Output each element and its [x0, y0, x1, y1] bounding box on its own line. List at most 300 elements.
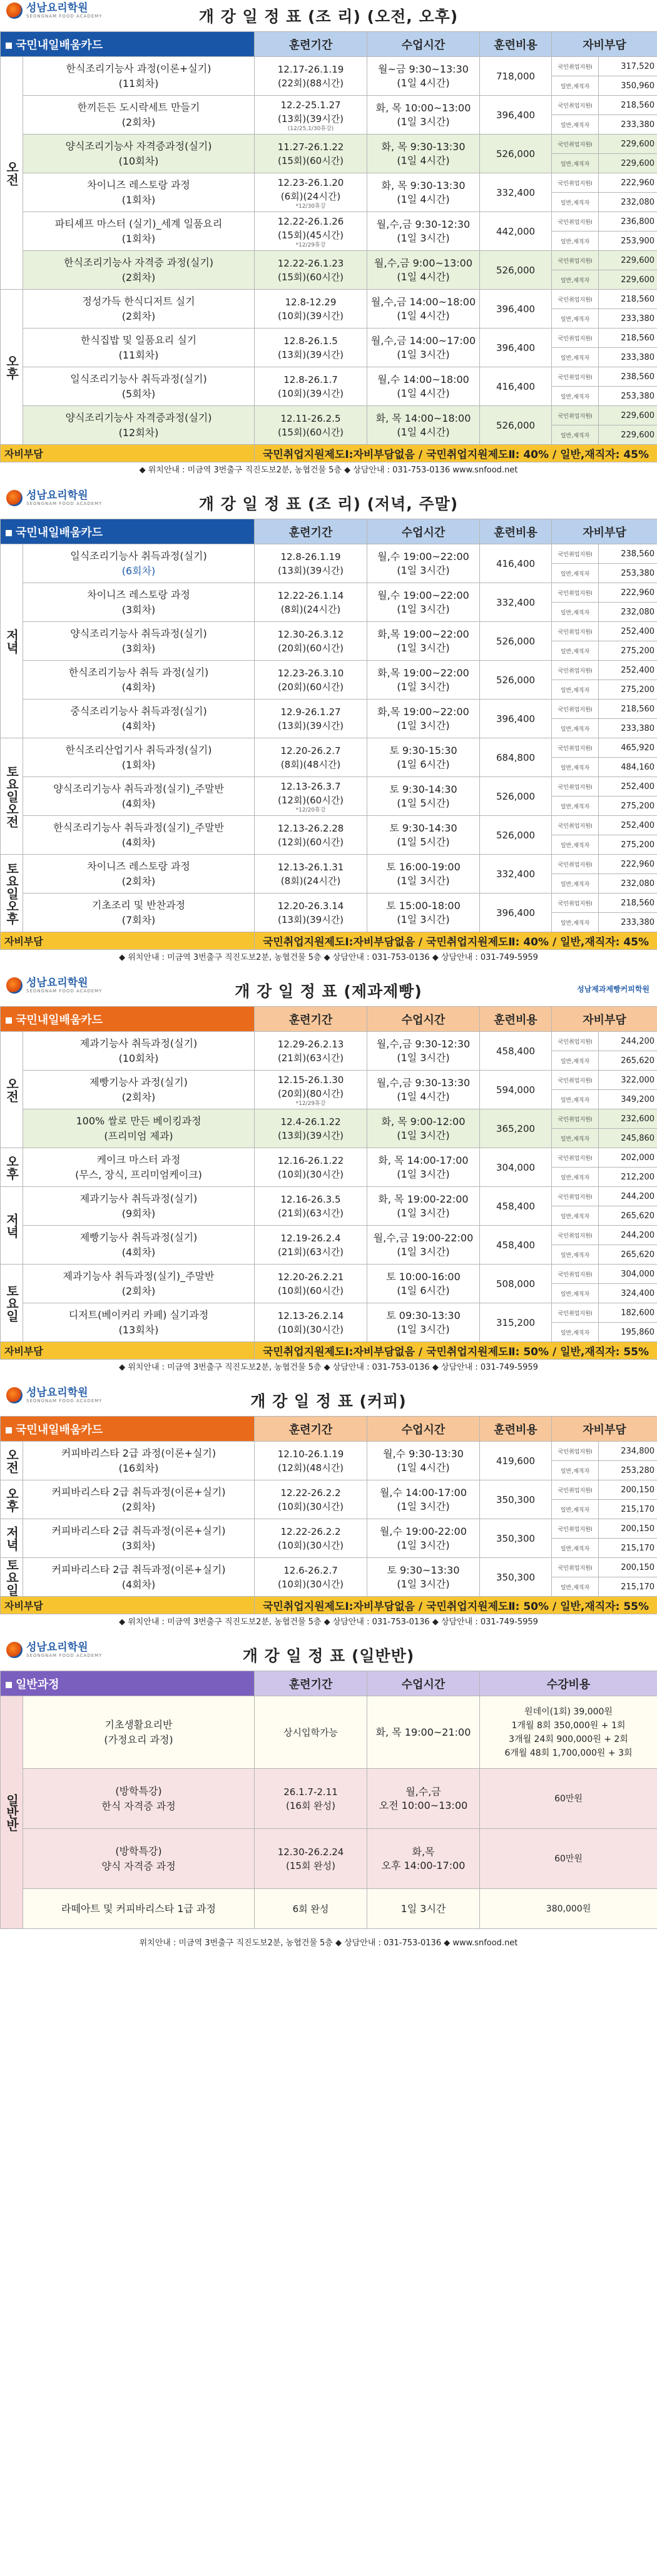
general-type-label: 일반,재직자 — [552, 641, 599, 661]
self-pay-amount: 218,560 — [599, 700, 657, 719]
course-time — [367, 1303, 480, 1342]
support-type-label: 국민취업지원I — [552, 1071, 599, 1090]
period-dates: 12.22-26.2.2 — [280, 1525, 341, 1537]
course-period — [255, 738, 367, 777]
time-slot-label: 오후 — [1, 1148, 23, 1187]
footer-label: 자비부담 — [1, 1342, 255, 1360]
course-period — [255, 96, 367, 135]
course-row — [1, 583, 657, 603]
fee-header: 훈련비용 — [480, 519, 552, 544]
course-time — [367, 1265, 480, 1303]
time-duration: (1일 3시간) — [397, 641, 450, 654]
course-round: (4회차) — [121, 797, 156, 810]
self-pay-amount: 244,200 — [599, 1032, 657, 1051]
period-dates: 12.17-26.1.19 — [277, 63, 344, 75]
self-pay-footer — [1, 445, 657, 462]
period-header: 훈련기간 — [255, 1007, 367, 1032]
course-name — [23, 622, 255, 661]
academy-logo — [6, 977, 102, 994]
self-pay-amount: 465,920 — [599, 738, 657, 758]
square-icon — [6, 530, 12, 536]
course-name — [23, 583, 255, 622]
academy-name-en: SEONGNAM FOOD ACADEMY — [26, 501, 103, 506]
section-title: 개 강 일 정 표 (제과제빵) — [235, 982, 422, 1000]
fee-line: 60만원 — [554, 1853, 583, 1864]
time-schedule: 토 15:00-18:00 — [386, 899, 461, 912]
time-schedule: 화, 목 19:00-22:00 — [378, 1193, 469, 1205]
course-title: 기초조리 및 반찬과정 — [91, 899, 186, 911]
time-duration: (1일 3시간) — [397, 1168, 450, 1180]
period-sessions: (21회)(63시간) — [277, 1052, 344, 1064]
academy-logo-icon — [6, 1387, 23, 1403]
time-duration: (1일 3시간) — [397, 1539, 450, 1551]
period-sessions: (10회)(60시간) — [277, 1285, 344, 1296]
course-period — [255, 661, 367, 700]
course-round: (10회차) — [118, 155, 159, 167]
course-round: (1회차) — [121, 193, 156, 206]
period-sessions: (13회)(39시간) — [277, 720, 344, 731]
support-type-label: 국민취업지원I — [552, 1226, 599, 1245]
self-pay-amount: 236,800 — [599, 212, 657, 232]
course-round: (프리미엄 제과) — [104, 1129, 173, 1142]
self-pay-amount: 229,600 — [599, 135, 657, 154]
course-title: 제과기능사 취득과정(실기) — [79, 1037, 198, 1049]
course-name — [23, 1696, 255, 1769]
support-type-label: 국민취업지원I — [552, 1148, 599, 1168]
academy-logo-text — [26, 3, 102, 19]
self-pay-amount: 200,150 — [599, 1558, 657, 1577]
support-type-label: 국민취업지원I — [552, 1187, 599, 1206]
time-schedule: 화,목 19:00~22:00 — [377, 705, 469, 718]
period-dates: 12.13-26.3.7 — [280, 780, 341, 792]
table-header-row — [1, 1007, 657, 1032]
time-schedule: 화,목 19:00~22:00 — [377, 628, 469, 640]
course-row — [1, 893, 657, 913]
general-pay-amount: 253,380 — [599, 387, 657, 406]
time-schedule: 월,수 14:00-17:00 — [379, 1486, 467, 1499]
general-pay-amount: 215,170 — [599, 1577, 657, 1597]
course-period — [255, 777, 367, 816]
course-round: (3회차) — [121, 1539, 156, 1552]
self-pay-amount: 182,600 — [599, 1303, 657, 1323]
general-pay-amount: 253,380 — [599, 564, 657, 583]
time-duration: (1일 3시간) — [397, 1323, 450, 1335]
course-name — [23, 1889, 255, 1929]
period-sessions: (15회)(60시간) — [277, 426, 344, 438]
academy-name: 성남요리학원 — [26, 1641, 88, 1654]
spacer — [0, 966, 657, 975]
course-round: (2회차) — [121, 1500, 156, 1513]
general-pay-amount: 229,600 — [599, 154, 657, 173]
course-time — [367, 583, 480, 622]
course-name — [23, 700, 255, 738]
course-name — [23, 893, 255, 932]
self-pay-amount: 252,400 — [599, 777, 657, 797]
period-note: *12/20휴강 — [295, 807, 326, 813]
footer-text: 국민취업지원제도Ⅰ:자비부담없음 / 국민취업지원제도Ⅱ: 50% / 일반,재직자: 55% — [255, 1342, 657, 1360]
course-fee: 442,000 — [480, 212, 552, 251]
course-period — [255, 57, 367, 96]
course-row — [1, 777, 657, 797]
academy-logo-icon — [6, 977, 23, 994]
general-pay-amount: 324,400 — [599, 1284, 657, 1303]
course-row — [1, 135, 657, 154]
course-name — [23, 1187, 255, 1226]
academy-logo-text — [26, 1387, 102, 1403]
period-sessions: (8회)(24시간) — [280, 603, 341, 615]
academy-logo-icon — [6, 490, 23, 506]
self-pay-amount: 218,560 — [599, 96, 657, 115]
general-type-label: 일반,재직자 — [552, 154, 599, 173]
course-title: 양식조리기능사 취득과정(실기) — [70, 627, 207, 639]
spacer — [0, 1376, 657, 1385]
time-duration: (1일 4시간) — [397, 309, 450, 322]
course-row — [1, 622, 657, 641]
self-pay-footer — [1, 1597, 657, 1614]
schedule-section — [0, 0, 657, 487]
general-type-label: 일반,재직자 — [552, 309, 599, 328]
period-dates: 12.23-26.1.20 — [277, 176, 344, 188]
general-type-label: 일반,재직자 — [552, 1168, 599, 1187]
course-title: 100% 쌀로 만든 베이킹과정 — [76, 1114, 201, 1127]
course-period — [255, 1226, 367, 1265]
support-type-label: 국민취업지원I — [552, 1442, 599, 1461]
period-sessions: (10회)(30시간) — [277, 1323, 344, 1335]
period-dates: 12.10-26.1.19 — [277, 1448, 344, 1460]
self-pay-header: 자비부담 — [552, 32, 657, 57]
period-sessions: (15회)(60시간) — [277, 155, 344, 166]
period-sessions: (15회)(45시간) — [277, 229, 344, 241]
time-header: 수업시간 — [367, 1671, 480, 1696]
self-pay-amount: 252,400 — [599, 622, 657, 641]
course-round: (11회차) — [118, 77, 159, 89]
self-pay-amount: 222,960 — [599, 173, 657, 193]
period-sessions: (20회)(80시간) — [277, 1087, 344, 1099]
period-note: *12/29휴강 — [295, 1100, 326, 1107]
course-fee: 508,000 — [480, 1265, 552, 1303]
schedule-section — [0, 975, 657, 1385]
self-pay-amount: 218,560 — [599, 328, 657, 348]
time-duration: (1일 3시간) — [397, 348, 450, 360]
location-info: ◆ 위치안내 : 미금역 3번출구 직진도보2분, 농협건물 5층 ◆ 상담안내 : 031-753-0136 ◆ 상담안내 : 031-749-5959 — [119, 953, 538, 962]
period-sessions: (10회)(30시간) — [277, 1578, 344, 1590]
general-type-label: 일반,재직자 — [552, 719, 599, 738]
location-info: 위치안내 : 미금역 3번출구 직진도보2분, 농협건물 5층 ◆ 상담안내 : 031-753-0136 ◆ www.snfood.net — [139, 1938, 518, 1948]
fee-header: 훈련비용 — [480, 32, 552, 57]
fee-line: 60만원 — [554, 1793, 583, 1804]
course-name — [23, 57, 255, 96]
support-type-label: 국민취업지원I — [552, 816, 599, 835]
course-name — [23, 406, 255, 445]
course-time — [367, 406, 480, 445]
general-type-label: 일반,재직자 — [552, 232, 599, 251]
course-fee: 396,400 — [480, 96, 552, 135]
time-slot-label: 토요일오후 — [1, 855, 23, 932]
period-sessions: (15회)(60시간) — [277, 271, 344, 283]
course-time — [367, 251, 480, 290]
course-fee — [480, 1889, 657, 1929]
self-pay-amount: 234,800 — [599, 1442, 657, 1461]
course-fee — [480, 1696, 657, 1769]
period-dates: 11.27-26.1.22 — [277, 141, 344, 153]
period-sessions: (12회)(60시간) — [277, 836, 344, 848]
course-fee: 684,800 — [480, 738, 552, 777]
course-row — [1, 1558, 657, 1577]
course-name — [23, 1442, 255, 1480]
time-duration: (1일 3시간) — [397, 1245, 450, 1258]
table-header-row — [1, 519, 657, 544]
support-type-label: 국민취업지원I — [552, 777, 599, 797]
category-header — [1, 1417, 255, 1442]
fee-line: 6개월 48회 1,700,000원 + 3회 — [504, 1748, 633, 1758]
course-title: 파티셰프 마스터 (실기)_세계 일품요리 — [54, 217, 223, 230]
support-type-label: 국민취업지원I — [552, 1032, 599, 1051]
period-sessions: (10회)(30시간) — [277, 1539, 344, 1551]
period-dates: 26.1.7-2.11 — [283, 1786, 338, 1798]
course-row — [1, 367, 657, 387]
period-dates: 12.22-26.2.2 — [280, 1487, 341, 1499]
course-period — [255, 544, 367, 583]
self-pay-footer — [1, 932, 657, 950]
course-round: (4회차) — [121, 1246, 156, 1258]
time-duration: (1일 3시간) — [397, 564, 450, 576]
general-pay-amount: 253,280 — [599, 1461, 657, 1480]
academy-logo-text — [26, 1642, 102, 1658]
course-fee: 419,600 — [480, 1442, 552, 1480]
course-row — [1, 1109, 657, 1129]
time-duration: (1일 3시간) — [397, 1051, 450, 1064]
general-type-label: 일반,재직자 — [552, 1539, 599, 1558]
general-pay-amount: 233,380 — [599, 309, 657, 328]
period-sessions: (13회)(39시간) — [277, 113, 344, 125]
course-name — [23, 173, 255, 212]
course-row — [1, 251, 657, 270]
self-pay-amount: 222,960 — [599, 855, 657, 874]
self-pay-header: 자비부담 — [552, 1007, 657, 1032]
period-dates: 12.20-26.2.7 — [280, 745, 341, 756]
general-type-label: 일반,재직자 — [552, 680, 599, 700]
fee-line: 3개월 24회 900,000원 + 2회 — [509, 1734, 628, 1744]
course-title: 한끼든든 도시락세트 만들기 — [77, 101, 200, 113]
course-round: (1회차) — [121, 758, 156, 771]
course-round: (2회차) — [121, 1091, 156, 1103]
academy-logo-icon — [6, 3, 23, 19]
course-name — [23, 1558, 255, 1597]
self-pay-amount: 238,560 — [599, 367, 657, 387]
course-time — [367, 1558, 480, 1597]
period-sessions: (6회)(24시간) — [280, 190, 341, 202]
course-row — [1, 1442, 657, 1461]
general-pay-amount: 233,380 — [599, 115, 657, 135]
course-time — [367, 290, 480, 328]
course-round: (12회차) — [118, 426, 159, 439]
course-round: 한식 자격증 과정 — [101, 1800, 176, 1812]
period-sessions: (12회)(48시간) — [277, 1462, 344, 1474]
support-type-label: 국민취업지원I — [552, 738, 599, 758]
course-row — [1, 1480, 657, 1500]
course-time — [367, 1889, 480, 1929]
course-name — [23, 328, 255, 367]
section-title: 개 강 일 정 표 (조 리) (저녁, 주말) — [198, 495, 459, 513]
general-pay-amount: 232,080 — [599, 603, 657, 622]
spacer — [0, 1631, 657, 1639]
general-type-label: 일반,재직자 — [552, 1500, 599, 1519]
fee-header: 훈련비용 — [480, 1417, 552, 1442]
support-type-label: 국민취업지원I — [552, 290, 599, 309]
general-type-label: 일반,재직자 — [552, 270, 599, 290]
support-type-label: 국민취업지원I — [552, 135, 599, 154]
course-round: (9회차) — [121, 1207, 156, 1219]
footer-text: 국민취업지원제도Ⅰ:자비부담없음 / 국민취업지원제도Ⅱ: 40% / 일반,재직자: 45% — [255, 932, 657, 950]
time-schedule: 월,수 9:30-13:30 — [383, 1447, 464, 1460]
course-time — [367, 1226, 480, 1265]
period-sessions: (22회)(88시간) — [277, 77, 344, 89]
time-schedule: 토 09:30-13:30 — [386, 1309, 461, 1321]
general-type-label: 일반,재직자 — [552, 603, 599, 622]
course-time — [367, 893, 480, 932]
period-dates: 12.8-26.1.7 — [283, 374, 338, 385]
course-time — [367, 1148, 480, 1187]
course-title: 커피바리스타 2급 과정(이론+실기) — [61, 1447, 216, 1459]
course-title: 일식조리기능사 취득과정(실기) — [70, 549, 207, 562]
course-period — [255, 1187, 367, 1226]
course-round: (3회차) — [121, 603, 156, 616]
time-duration: (1일 4시간) — [397, 1461, 450, 1474]
general-pay-amount: 232,080 — [599, 193, 657, 212]
course-fee: 526,000 — [480, 406, 552, 445]
course-title: 정성가득 한식디저트 실기 — [82, 295, 195, 307]
time-duration: (1일 3시간) — [397, 680, 450, 693]
course-period — [255, 367, 367, 406]
period-dates: 12.2-25.1.27 — [280, 99, 341, 111]
time-schedule: 월,수 19:00~22:00 — [377, 589, 469, 601]
schedule-table — [0, 1416, 657, 1614]
general-type-label: 일반,재직자 — [552, 1284, 599, 1303]
course-title: 커피바리스타 2급 취득과정(이론+실기) — [51, 1524, 226, 1537]
course-fee: 315,200 — [480, 1303, 552, 1342]
course-row — [1, 661, 657, 680]
period-sessions: (21회)(63시간) — [277, 1246, 344, 1258]
square-icon — [6, 1427, 12, 1433]
course-period — [255, 1519, 367, 1558]
general-type-label: 일반,재직자 — [552, 193, 599, 212]
time-schedule: 월,수,금 — [405, 1785, 441, 1798]
course-time — [367, 135, 480, 173]
support-type-label: 국민취업지원I — [552, 367, 599, 387]
course-row — [1, 328, 657, 348]
general-type-label: 일반,재직자 — [552, 1206, 599, 1226]
course-round: (7회차) — [121, 914, 156, 926]
period-sessions: (13회)(39시간) — [277, 1129, 344, 1141]
course-fee: 458,400 — [480, 1226, 552, 1265]
course-period — [255, 1071, 367, 1109]
section-header — [0, 975, 657, 1006]
course-round: (2회차) — [121, 875, 156, 887]
support-type-label: 국민취업지원I — [552, 328, 599, 348]
self-pay-amount: 244,200 — [599, 1187, 657, 1206]
general-section — [0, 1639, 657, 1952]
time-duration: (1일 3시간) — [397, 1129, 450, 1141]
course-round: (4회차) — [121, 1578, 156, 1591]
time-slot-label: 일반반 — [1, 1696, 23, 1929]
time-slot-label: 오후 — [1, 1480, 23, 1519]
course-fee: 526,000 — [480, 777, 552, 816]
general-pay-amount: 349,200 — [599, 1090, 657, 1109]
course-round: (4회차) — [121, 836, 156, 848]
course-fee: 416,400 — [480, 544, 552, 583]
time-schedule: 토 9:30-15:30 — [389, 744, 457, 756]
general-pay-amount: 265,620 — [599, 1245, 657, 1265]
general-type-label: 일반,재직자 — [552, 564, 599, 583]
time-duration: 오후 14:00-17:00 — [381, 1859, 466, 1871]
footer-label: 자비부담 — [1, 1597, 255, 1614]
course-round: (13회차) — [118, 1323, 159, 1336]
academy-name-en: SEONGNAM FOOD ACADEMY — [26, 1398, 103, 1403]
course-name — [23, 1265, 255, 1303]
time-duration: (1일 3시간) — [397, 232, 450, 244]
footer-text: 국민취업지원제도Ⅰ:자비부담없음 / 국민취업지원제도Ⅱ: 40% / 일반,재직자: 45% — [255, 445, 657, 462]
section-title: 개 강 일 정 표 (일반반) — [242, 1647, 415, 1665]
category-header — [1, 519, 255, 544]
general-pay-amount: 215,170 — [599, 1539, 657, 1558]
time-duration: (1일 4시간) — [397, 76, 450, 89]
course-fee: 365,200 — [480, 1109, 552, 1148]
self-pay-amount: 252,400 — [599, 816, 657, 835]
course-name — [23, 251, 255, 290]
course-name — [23, 855, 255, 893]
period-dates: 12.20-26.2.21 — [277, 1271, 344, 1283]
course-title: 한식조리기능사 자격증 과정(실기) — [63, 256, 214, 268]
course-row — [1, 1303, 657, 1323]
period-note: (12/25,1/30휴강) — [287, 125, 334, 132]
location-info: ◆ 위치안내 : 미금역 3번출구 직진도보2분, 농협건물 5층 ◆ 상담안내 : 031-753-0136 www.snfood.net — [139, 466, 518, 475]
academy-name-en: SEONGNAM FOOD ACADEMY — [26, 989, 103, 994]
course-round: 양식 자격증 과정 — [101, 1860, 176, 1872]
time-schedule: 화, 목 14:00~18:00 — [375, 412, 471, 424]
course-fee: 526,000 — [480, 622, 552, 661]
course-fee: 350,300 — [480, 1519, 552, 1558]
course-time — [367, 1480, 480, 1519]
time-slot-label: 오전 — [1, 1442, 23, 1480]
general-type-label: 일반,재직자 — [552, 1577, 599, 1597]
period-sessions: (15회 완성) — [285, 1860, 336, 1871]
course-row — [1, 544, 657, 564]
period-sessions: (10회)(39시간) — [277, 387, 344, 399]
course-round: (2회차) — [121, 271, 156, 283]
course-title: 제빵기능사 과정(실기) — [89, 1076, 188, 1088]
support-type-label: 국민취업지원I — [552, 1480, 599, 1500]
support-type-label: 국민취업지원I — [552, 855, 599, 874]
category-header — [1, 1007, 255, 1032]
academy-logo-icon — [6, 1642, 23, 1658]
general-pay-amount: 233,380 — [599, 913, 657, 932]
period-dates: 12.11-26.2.5 — [280, 412, 341, 424]
time-slot-label: 토요일 — [1, 1558, 23, 1597]
general-pay-amount: 265,620 — [599, 1051, 657, 1071]
course-name — [23, 1148, 255, 1187]
period-note: *12/29휴강 — [295, 242, 326, 248]
time-header: 수업시간 — [367, 1417, 480, 1442]
course-row — [1, 1829, 657, 1889]
course-row — [1, 1889, 657, 1929]
course-row — [1, 290, 657, 309]
course-name — [23, 1303, 255, 1342]
time-duration: (1일 3시간) — [397, 1500, 450, 1512]
course-name — [23, 1032, 255, 1071]
course-row — [1, 1032, 657, 1051]
course-row — [1, 173, 657, 193]
course-fee: 304,000 — [480, 1148, 552, 1187]
